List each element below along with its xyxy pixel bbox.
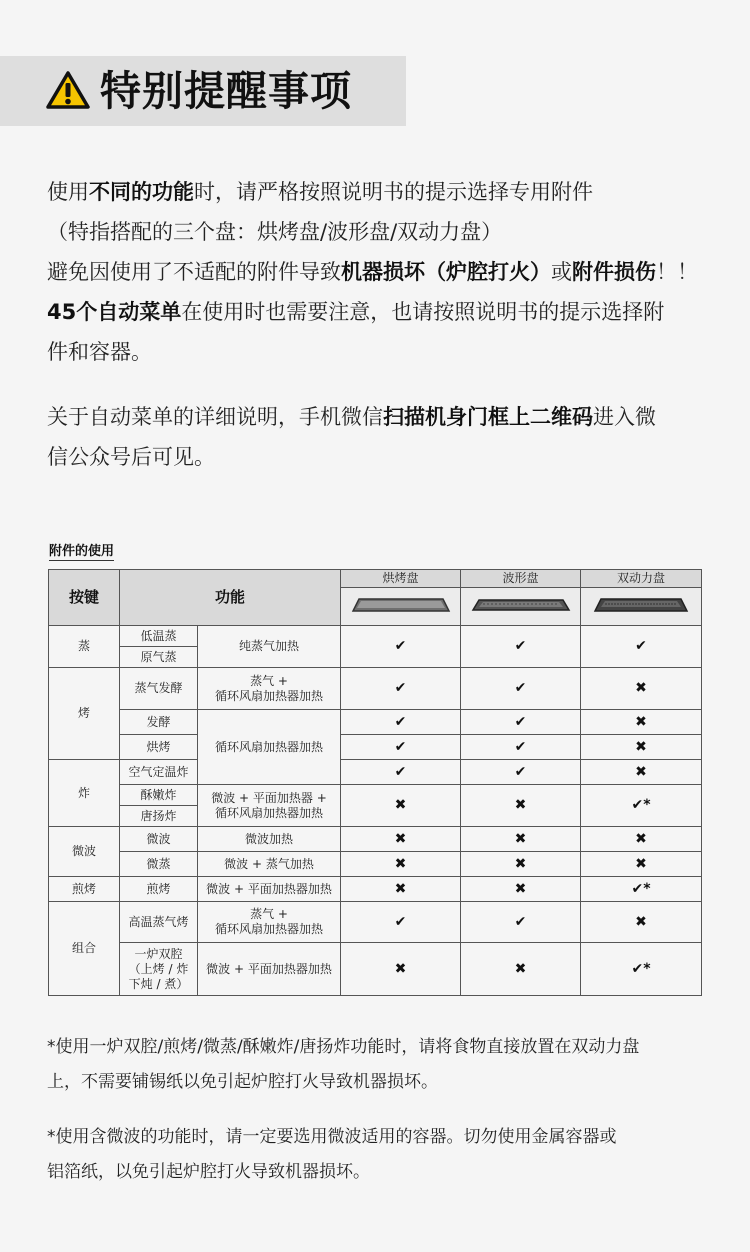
mode-function: 微波 + 平面加热器加热 — [198, 877, 341, 902]
mode-name: 煎烤 — [120, 877, 198, 902]
intro-line: 避免因使用了不适配的附件导致机器损坏（炉腔打火）或附件损伤！！ — [47, 260, 698, 284]
mode-function: 微波 + 平面加热器 + 循环风扇加热器加热 — [198, 785, 341, 827]
check-mark: ✔ — [461, 735, 581, 760]
check-mark: ✔ — [341, 710, 461, 735]
cross-mark: ✖ — [581, 760, 702, 785]
tray-header-dual: 双动力盘 — [581, 570, 702, 588]
intro-line: 关于自动菜单的详细说明，手机微信扫描机身门框上二维码进入微 — [47, 405, 656, 429]
col-func-header: 功能 — [120, 570, 341, 626]
col-key-header: 按键 — [49, 570, 120, 626]
mode-name: 空气定温炸 — [120, 760, 198, 785]
cross-mark: ✖ — [581, 710, 702, 735]
footnote-2 — [47, 1120, 717, 1190]
mode-function: 循环风扇加热器加热 — [198, 710, 341, 785]
footnote-line: *使用含微波的功能时，请一定要选用微波适用的容器。切勿使用金属容器或 — [47, 1127, 617, 1147]
group-microwave: 微波 — [49, 827, 120, 877]
cross-mark: ✖ — [581, 735, 702, 760]
mode-function: 蒸气 + 循环风扇加热器加热 — [198, 668, 341, 710]
mode-name: 一炉双腔 （上烤 / 炸 下炖 / 煮） — [120, 943, 198, 996]
group-bake: 烤 — [49, 668, 120, 760]
accessory-table — [48, 569, 702, 996]
cross-mark: ✖ — [581, 852, 702, 877]
intro-line: （特指搭配的三个盘：烘烤盘/波形盘/双动力盘） — [47, 220, 503, 244]
footnote-line: *使用一炉双腔/煎烤/微蒸/酥嫩炸/唐扬炸功能时，请将食物直接放置在双动力盘 — [47, 1037, 640, 1057]
group-fry: 炸 — [49, 760, 120, 827]
intro-line: 信公众号后可见。 — [47, 445, 215, 469]
check-mark: ✔ — [581, 626, 702, 668]
mode-name: 高温蒸气烤 — [120, 902, 198, 943]
cross-mark: ✖ — [341, 785, 461, 827]
mode-name: 发酵 — [120, 710, 198, 735]
check-mark: ✔ — [341, 668, 461, 710]
tray-image-bake — [341, 588, 461, 626]
cross-mark: ✖ — [581, 902, 702, 943]
footnote-line: 铝箔纸，以免引起炉腔打火导致机器损坏。 — [47, 1162, 370, 1182]
check-mark: ✔ — [461, 710, 581, 735]
check-mark: ✔ — [461, 902, 581, 943]
intro-text-2 — [47, 397, 717, 477]
tray-header-bake: 烘烤盘 — [341, 570, 461, 588]
cross-mark: ✖ — [581, 668, 702, 710]
footnote-line: 上，不需要铺锡纸以免引起炉腔打火导致机器损坏。 — [47, 1072, 438, 1092]
table-caption: 附件的使用 — [49, 540, 114, 561]
check-star-mark: ✔* — [581, 877, 702, 902]
intro-line: 使用不同的功能时，请严格按照说明书的提示选择专用附件 — [47, 180, 593, 204]
intro-line: 件和容器。 — [47, 340, 152, 364]
cross-mark: ✖ — [581, 827, 702, 852]
mode-name: 微蒸 — [120, 852, 198, 877]
check-star-mark: ✔* — [581, 943, 702, 996]
mode-function: 纯蒸气加热 — [198, 626, 341, 668]
mode-function: 蒸气 + 循环风扇加热器加热 — [198, 902, 341, 943]
check-star-mark: ✔* — [581, 785, 702, 827]
footnote-1 — [47, 1030, 717, 1100]
mode-name: 酥嫩炸 — [120, 785, 198, 806]
intro-text — [47, 172, 717, 372]
group-grill: 煎烤 — [49, 877, 120, 902]
header-banner — [0, 56, 406, 126]
cross-mark: ✖ — [341, 852, 461, 877]
cross-mark: ✖ — [461, 852, 581, 877]
cross-mark: ✖ — [341, 943, 461, 996]
cross-mark: ✖ — [461, 785, 581, 827]
check-mark: ✔ — [341, 735, 461, 760]
check-mark: ✔ — [341, 902, 461, 943]
mode-function: 微波 + 蒸气加热 — [198, 852, 341, 877]
tray-image-wave — [461, 588, 581, 626]
cross-mark: ✖ — [341, 877, 461, 902]
cross-mark: ✖ — [461, 943, 581, 996]
cross-mark: ✖ — [461, 877, 581, 902]
mode-name: 蒸气发酵 — [120, 668, 198, 710]
tray-image-dual — [581, 588, 702, 626]
mode-name: 微波 — [120, 827, 198, 852]
dual-tray-icon — [591, 593, 691, 617]
check-mark: ✔ — [341, 760, 461, 785]
wave-tray-icon — [471, 593, 571, 617]
group-combo: 组合 — [49, 902, 120, 996]
mode-name: 低温蒸 — [120, 626, 198, 647]
mode-name: 烘烤 — [120, 735, 198, 760]
check-mark: ✔ — [461, 668, 581, 710]
page-title: 特别提醒事项 — [100, 67, 352, 115]
warning-icon — [46, 70, 90, 110]
intro-line: 45个自动菜单在使用时也需要注意，也请按照说明书的提示选择附 — [47, 300, 665, 324]
check-mark: ✔ — [341, 626, 461, 668]
mode-function: 微波加热 — [198, 827, 341, 852]
mode-name: 唐扬炸 — [120, 806, 198, 827]
mode-name: 原气蒸 — [120, 647, 198, 668]
tray-header-wave: 波形盘 — [461, 570, 581, 588]
baking-tray-icon — [351, 593, 451, 617]
group-steam: 蒸 — [49, 626, 120, 668]
cross-mark: ✖ — [461, 827, 581, 852]
check-mark: ✔ — [461, 626, 581, 668]
mode-function: 微波 + 平面加热器加热 — [198, 943, 341, 996]
check-mark: ✔ — [461, 760, 581, 785]
cross-mark: ✖ — [341, 827, 461, 852]
